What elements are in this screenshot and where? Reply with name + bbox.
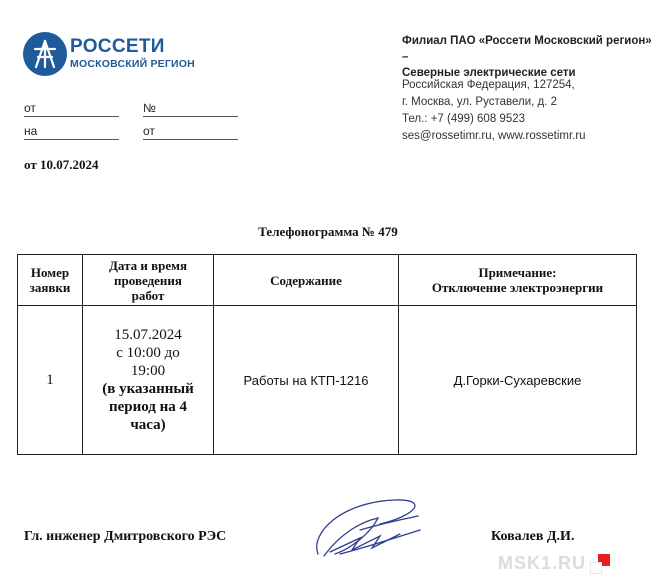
document-date: от 10.07.2024 [24,157,99,172]
table-row [18,306,637,455]
sender-org-line1: Филиал ПАО «Россети Московский регион» – [402,35,652,63]
header-datetime [83,255,214,306]
from-label: от [24,101,36,115]
watermark-mark-icon [590,552,612,574]
header-col4-line1: Примечание: [478,265,557,280]
brand-name: РОССЕТИ [70,36,165,57]
cell-date-line3: 19:00 [130,363,166,379]
telephonogram-table [17,254,637,455]
header-col2-line3: работ [131,287,165,303]
signer-position: Гл. инженер Дмитровского РЭС [24,529,227,544]
header-note [399,255,637,306]
cell-content: Работы на КТП-1216 [214,306,399,455]
signer-name: Ковалев Д.И. [491,529,575,544]
document-title: Телефонограмма № 479 [258,224,398,239]
from-field-line [24,116,119,117]
phone-line: Тел.: +7 (499) 608 9523 [402,113,526,125]
header-col1-line1: Номер [30,265,70,280]
brand-subtitle: МОСКОВСКИЙ РЕГИОН [70,58,195,70]
header-content: Содержание [214,255,399,306]
header-col1-line2: заявки [29,280,71,295]
header-request-number [18,255,83,306]
address-line2: г. Москва, ул. Руставели, д. 2 [402,96,558,108]
cell-period-line3: часа) [130,417,166,433]
rosseti-logo-icon [22,31,68,77]
to-label: на [24,124,38,138]
header-col2-line1: Дата и время [108,257,188,273]
header-col2-line2: проведения [114,272,182,288]
from2-label: от [143,124,155,138]
cell-period-line1: (в указанный [102,381,194,397]
table-header-row [18,255,637,306]
contacts-line: ses@rossetimr.ru, www.rossetimr.ru [402,130,586,142]
cell-note: Д.Горки-Сухаревские [399,306,637,455]
handwritten-signature [300,494,450,566]
number-label: № [143,101,156,115]
to-field-line [24,139,119,140]
sender-organization [402,33,652,81]
cell-date-line1: 15.07.2024 [114,327,182,343]
sender-org-line2: Северные электрические сети [402,67,576,79]
number-field-line [143,116,238,117]
watermark-text: MSK1.RU [498,553,587,573]
header-col4-line2: Отключение электроэнергии [431,280,604,295]
cell-request-number: 1 [18,306,83,455]
address-line1: Российская Федерация, 127254, [402,79,575,91]
cell-period-line2: период на 4 [108,399,188,415]
cell-date-line2: с 10:00 до [116,345,180,361]
from2-field-line [143,139,238,140]
cell-datetime [83,306,214,455]
